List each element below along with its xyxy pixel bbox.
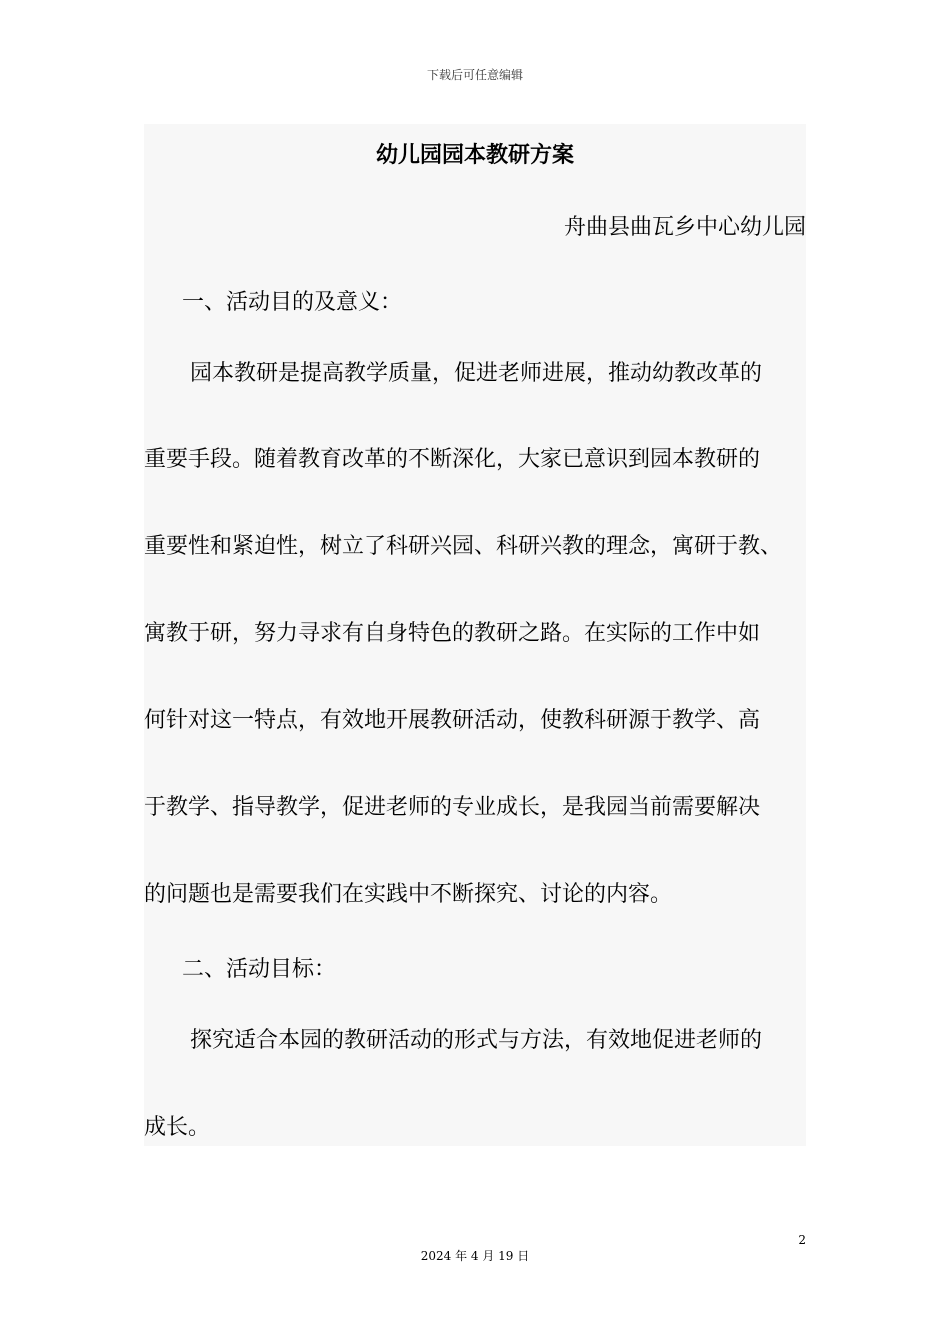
section-heading-2: 二、活动目标： [182,957,337,982]
header-note: 下载后可任意编辑 [426,68,523,82]
document-body [144,124,806,1146]
section-heading-1: 一、活动目的及意义： [182,290,403,315]
paragraph-line: 园本教研是提高教学质量，促进老师进展，推动幼教改革的 [190,361,763,386]
paragraph-line: 重要性和紧迫性，树立了科研兴园、科研兴教的理念，寓研于教、 [144,534,783,559]
paragraph-line: 寓教于研，努力寻求有自身特色的教研之路。在实际的工作中如 [144,621,761,646]
paragraph-line: 重要手段。随着教育改革的不断深化，大家已意识到园本教研的 [144,447,761,472]
paragraph-line: 于教学、指导教学，促进老师的专业成长，是我园当前需要解决 [144,795,761,820]
page-number: 2 [798,1233,806,1247]
paragraph-line: 探究适合本园的教研活动的形式与方法，有效地促进老师的 [190,1028,763,1053]
document-title: 幼儿园园本教研方案 [375,143,574,168]
footer-date: 2024 年 4 月 19 日 [420,1249,530,1263]
paragraph-line: 何针对这一特点，有效地开展教研活动，使教科研源于教学、高 [144,708,761,733]
organization-name: 舟曲县曲瓦乡中心幼儿园 [563,215,806,240]
paragraph-line: 的问题也是需要我们在实践中不断探究、讨论的内容。 [144,882,673,907]
paragraph-line: 成长。 [144,1115,211,1140]
